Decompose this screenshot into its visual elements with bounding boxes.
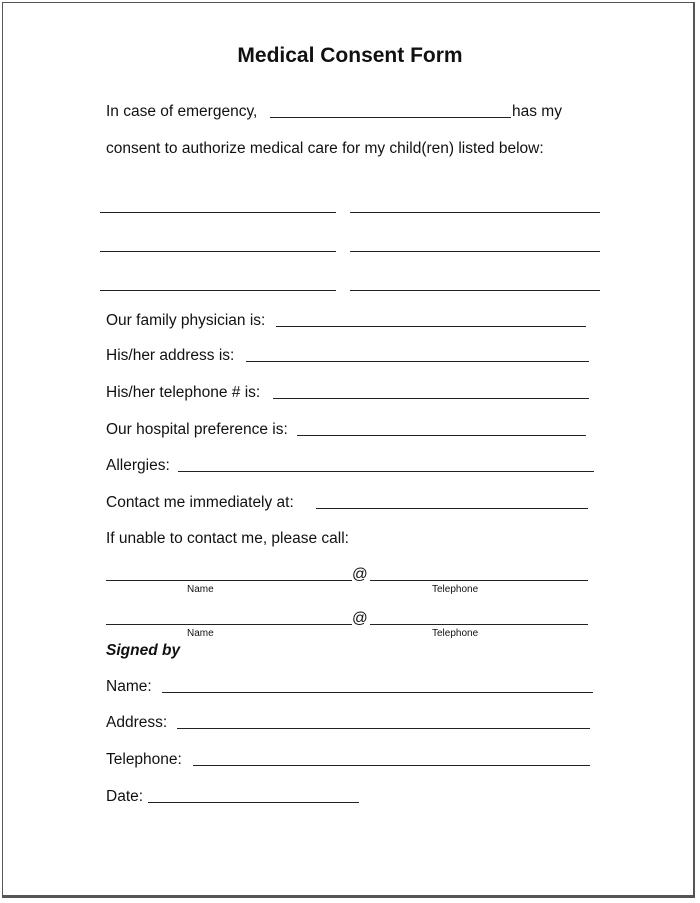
name-caption: Name xyxy=(187,628,214,639)
child-name-field-2[interactable] xyxy=(350,212,600,213)
hospital-field[interactable] xyxy=(297,435,586,436)
physician-field[interactable] xyxy=(276,326,586,327)
intro-line-2: consent to authorize medical care for my child(ren) listed below: xyxy=(106,140,544,157)
sign-name-label: Name: xyxy=(106,678,152,695)
signed-by-heading: Signed by xyxy=(106,642,181,659)
child-name-field-1[interactable] xyxy=(100,212,336,213)
child-name-field-6[interactable] xyxy=(350,290,600,291)
child-name-field-4[interactable] xyxy=(350,251,600,252)
allergies-field[interactable] xyxy=(178,471,594,472)
sign-name-field[interactable] xyxy=(162,692,593,693)
alt-contact-name-field-2[interactable] xyxy=(106,624,352,625)
guardian-name-field[interactable] xyxy=(270,117,511,118)
sign-date-field[interactable] xyxy=(148,802,359,803)
sign-telephone-label: Telephone: xyxy=(106,751,182,768)
sign-address-label: Address: xyxy=(106,714,168,731)
telephone-caption: Telephone xyxy=(432,628,479,639)
at-sign: @ xyxy=(352,566,368,583)
intro-prefix: In case of emergency, xyxy=(106,103,258,120)
child-name-field-5[interactable] xyxy=(100,290,336,291)
physician-address-field[interactable] xyxy=(246,361,589,362)
contact-field[interactable] xyxy=(316,508,588,509)
physician-label: Our family physician is: xyxy=(106,312,266,329)
sign-address-field[interactable] xyxy=(177,728,590,729)
sign-telephone-field[interactable] xyxy=(193,765,590,766)
child-name-field-3[interactable] xyxy=(100,251,336,252)
allergies-label: Allergies: xyxy=(106,457,170,474)
telephone-caption: Telephone xyxy=(432,584,479,595)
hospital-label: Our hospital preference is: xyxy=(106,421,288,438)
alt-contact-telephone-field-2[interactable] xyxy=(370,624,588,625)
intro-suffix: has my xyxy=(512,103,562,120)
telephone-label: His/her telephone # is: xyxy=(106,384,261,401)
name-caption: Name xyxy=(187,584,214,595)
page-title: Medical Consent Form xyxy=(237,44,463,67)
at-sign: @ xyxy=(352,610,368,627)
unable-contact-label: If unable to contact me, please call: xyxy=(106,530,349,547)
alt-contact-name-field-1[interactable] xyxy=(106,580,352,581)
physician-telephone-field[interactable] xyxy=(273,398,589,399)
sign-date-label: Date: xyxy=(106,788,144,805)
contact-label: Contact me immediately at: xyxy=(106,494,294,511)
alt-contact-telephone-field-1[interactable] xyxy=(370,580,588,581)
address-label: His/her address is: xyxy=(106,347,235,364)
